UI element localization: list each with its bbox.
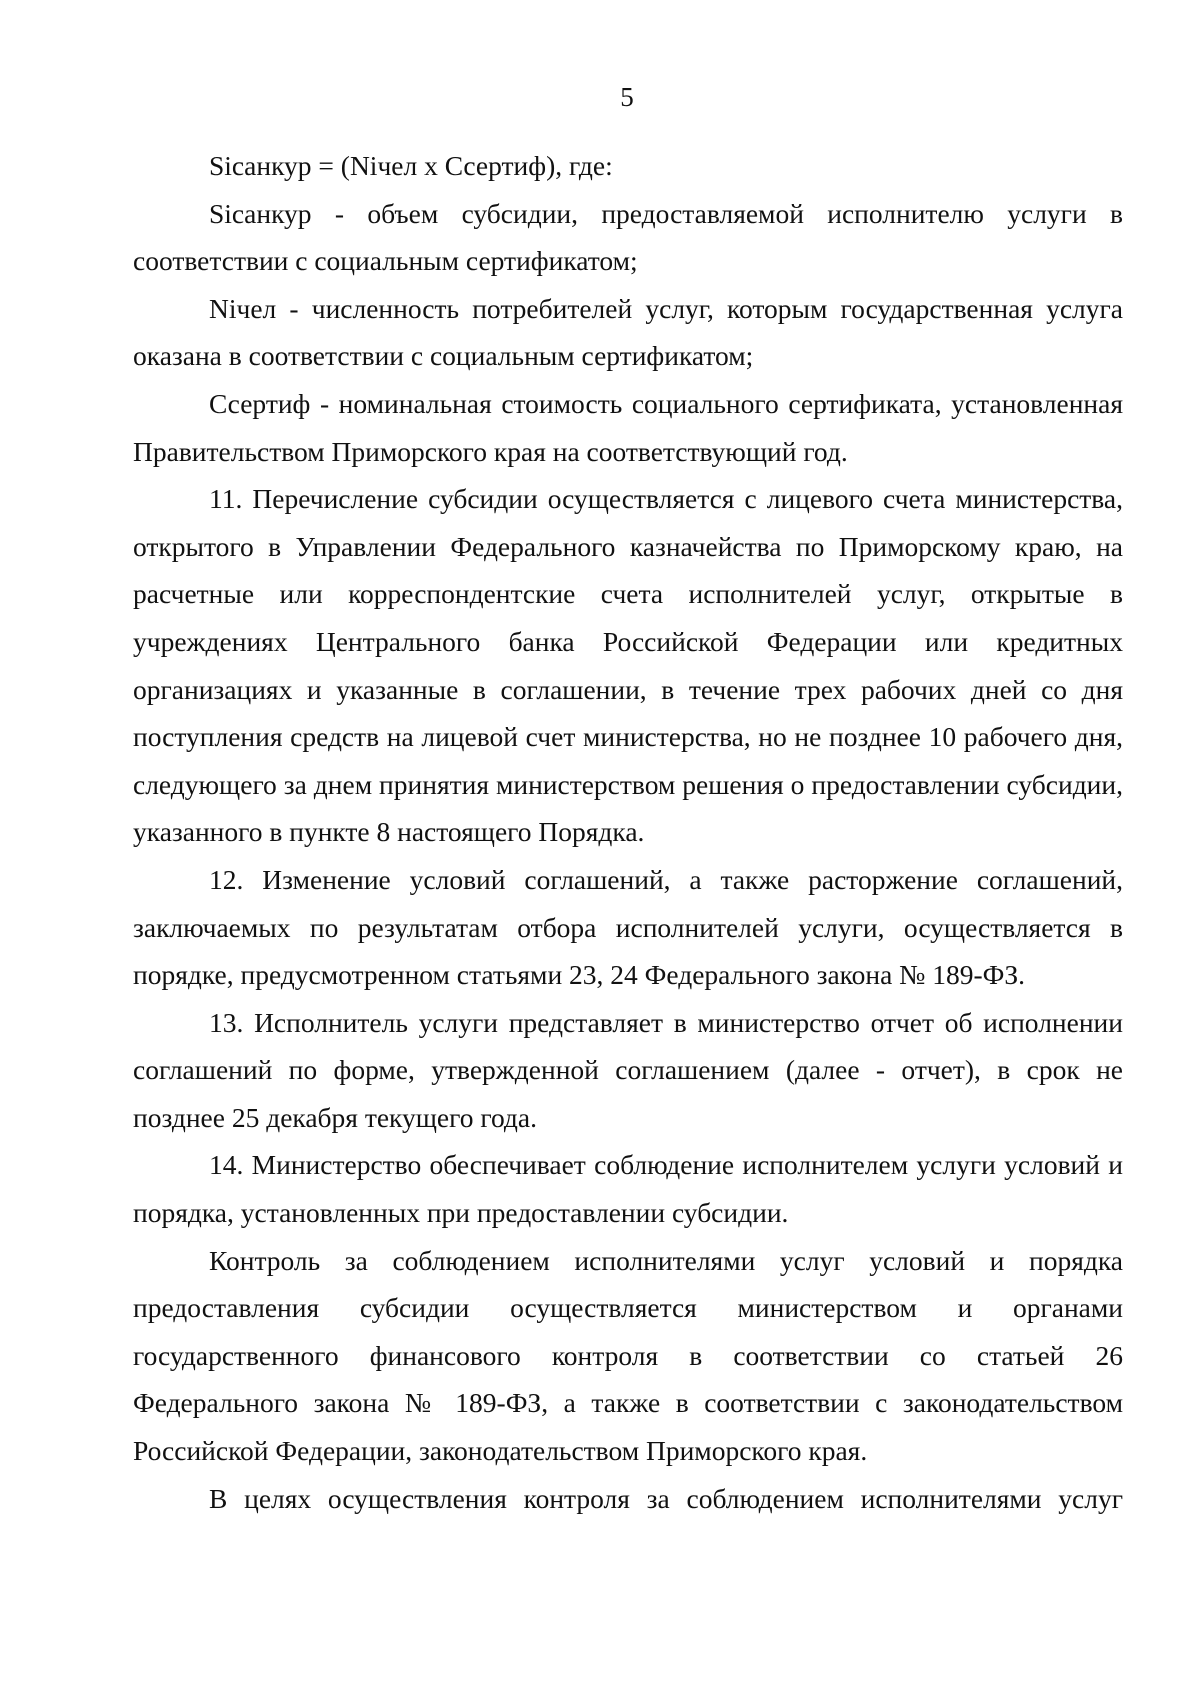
clause-14: 14. Министерство обеспечивает соблюдение исполнителем услуги условий и порядка, установленных при предоставлении субсидии. <box>133 1149 1123 1229</box>
control-paragraph: Контроль за соблюдением исполнителями услуг условий и порядка предоставления субсидии осуществляется министерством и органами государственного финансового контроля в соответствии со статьей 26 Федерального закона № 189-ФЗ, а также в соответствии с законодательством Российской Федерации, законодательством Приморского края. <box>133 1244 1123 1467</box>
clause-13: 13. Исполнитель услуги представляет в министерство отчет об исполнении соглашений по форме, утвержденной соглашением (далее - отчет), в срок не позднее 25 декабря текущего года. <box>133 1006 1123 1133</box>
clause-12: 12. Изменение условий соглашений, а также расторжение соглашений, заключаемых по результатам отбора исполнителей услуги, осуществляется в порядке, предусмотренном статьями 23, 24 Федерального закона № 189-ФЗ. <box>133 863 1123 991</box>
page-number: 5 <box>620 82 634 112</box>
continuation-paragraph: В целях осуществления контроля за соблюдением исполнителями услуг <box>209 1482 1123 1514</box>
definition-sicankur: Sicанкур - объем субсидии, предоставляемой исполнителю услуги в соответствии с социальным сертификатом; <box>133 197 1123 277</box>
clause-11: 11. Перечисление субсидии осуществляется с лицевого счета министерства, открытого в Управлении Федерального казначейства по Приморскому краю, на расчетные или корреспондентские счета исполнителей услуг, открытые в учреждениях Центрального банка Российской Федерации или кредитных организациях и указанные в соглашении, в течение трех рабочих дней со дня поступления средств на лицевой счет министерства, но не позднее 10 рабочего дня, следующего за днем принятия министерством решения о предоставлении субсидии, указанного в пункте 8 настоящего Порядка. <box>133 483 1123 848</box>
definition-ssertif: Ссертиф - номинальная стоимость социального сертификата, установленная Правительством Приморского края на соответствующий год. <box>133 387 1123 467</box>
definition-nichel: Niчел - численность потребителей услуг, которым государственная услуга оказана в соответствии с социальным сертификатом; <box>133 292 1123 372</box>
document-body <box>133 142 1123 1522</box>
formula-paragraph: Sicанкур = (Niчел x Ссертиф), где: <box>209 150 613 181</box>
